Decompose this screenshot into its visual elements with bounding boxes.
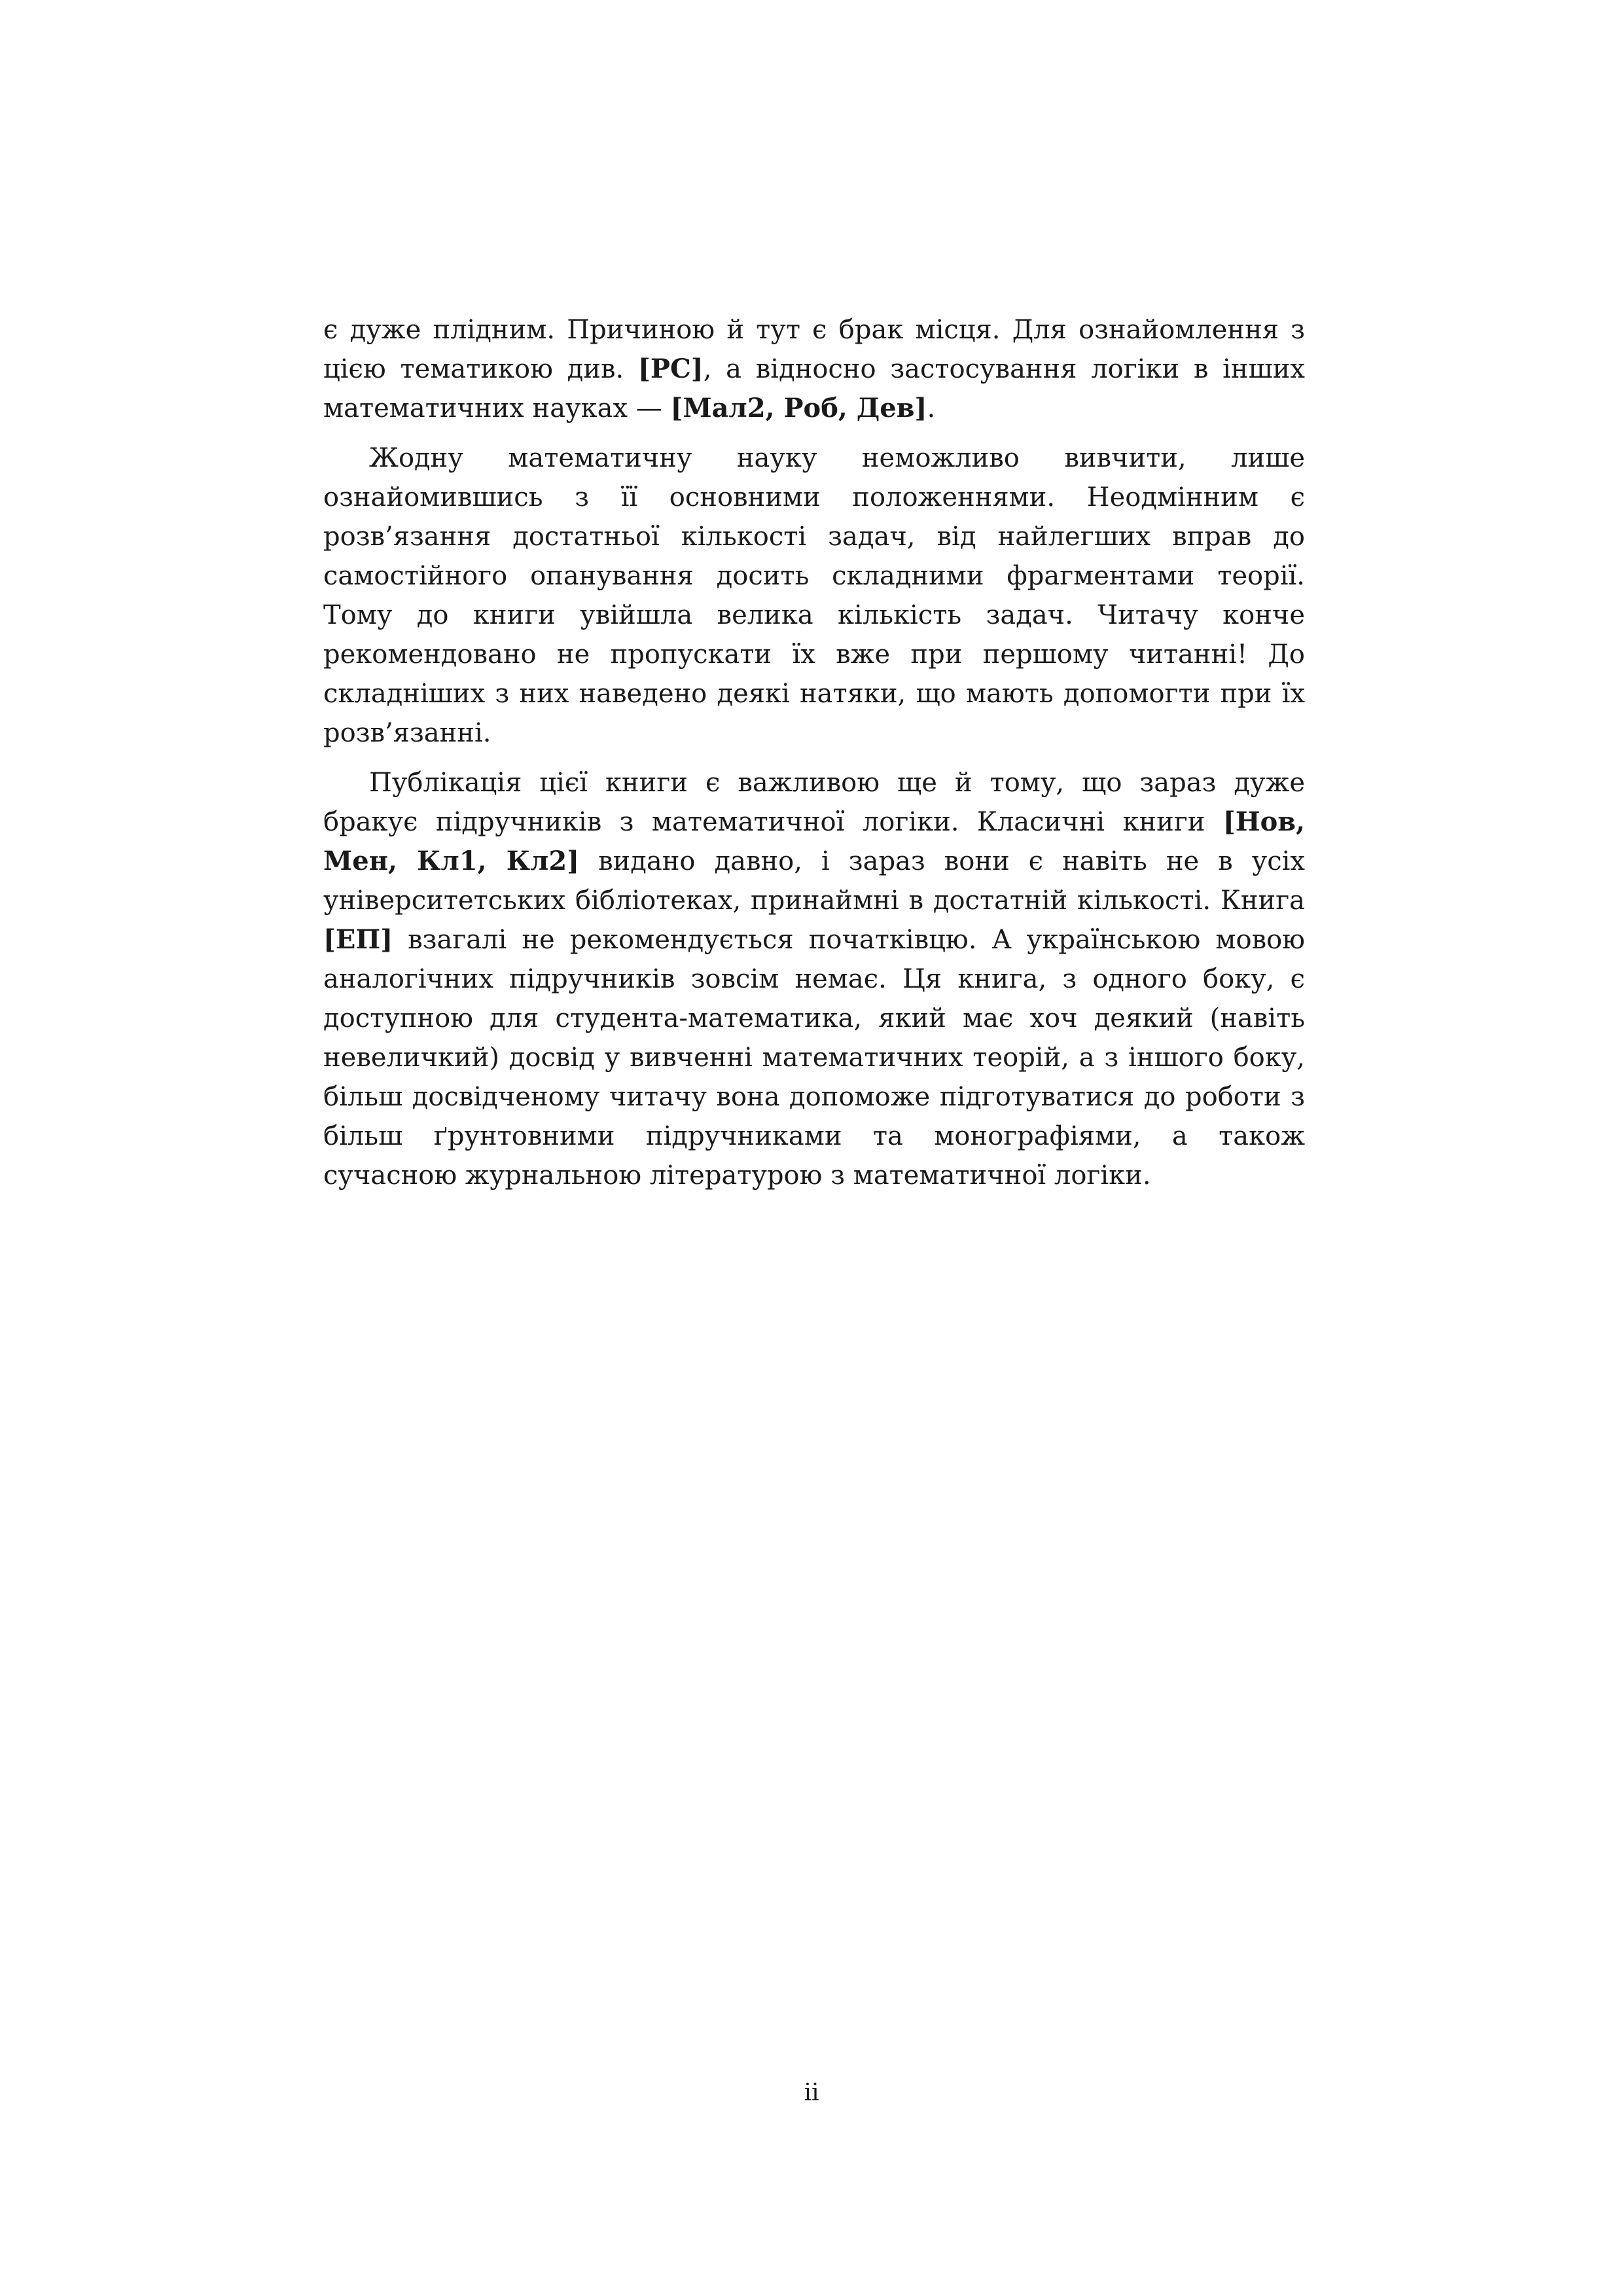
paragraph-1 xyxy=(323,310,1305,428)
text-run: взагалі не рекомендується початківцю. А українською мовою аналогічних підручників зовсім немає. Ця книга, з одного боку, є доступною для студента-математика, який має хоч деякий (навіть невеличкий) досвід у вивченні математичних теорій, а з іншого боку, більш досвідченому читачу вона допоможе підготуватися до роботи з більш ґрунтовними підручниками та монографіями, а також сучасною журнальною літературою з математичної логіки. xyxy=(323,925,1305,1191)
text-run: Жодну математичну науку неможливо вивчити, лише ознайомившись з її основними положеннями. Неодмінним є розв’язання достатньої кількості задач, від найлегших вправ до самостійного опанування досить складними фрагментами теорії. Тому до книги увійшла велика кількість задач. Читачу конче рекомендовано не пропускати їх вже при першому читанні! До складніших з них наведено деякі натяки, що мають допомогти при їх розв’язанні. xyxy=(323,443,1305,748)
text-run: є дуже плідним. Причиною й тут є брак місця. Для ознайомлення з цією тематикою див. xyxy=(323,315,1305,384)
text-run: , а відносно застосування логіки в інших математичних науках — xyxy=(323,354,1305,423)
page-number: ii xyxy=(804,2079,819,2106)
paragraph-3 xyxy=(323,763,1305,1195)
text-run: . xyxy=(927,393,936,423)
text-run: видано давно, і зараз вони є навіть не в усіх університетських бібліотеках, принаймні в достатній кількості. Книга xyxy=(323,846,1305,916)
citation-ref: [Нов, Мен, Кл1, Кл2] xyxy=(323,806,1305,876)
citation-ref: [РС] xyxy=(637,353,704,384)
paragraph-2 xyxy=(323,439,1305,753)
citation-ref: [Мал2, Роб, Дев] xyxy=(670,393,927,423)
text-run: Публікація цієї книги є важливою ще й тому, що зараз дуже бракує підручників з математичної логіки. Класичні книги xyxy=(323,768,1305,837)
body-text xyxy=(323,310,1305,1195)
citation-ref: [ЕП] xyxy=(323,924,393,955)
